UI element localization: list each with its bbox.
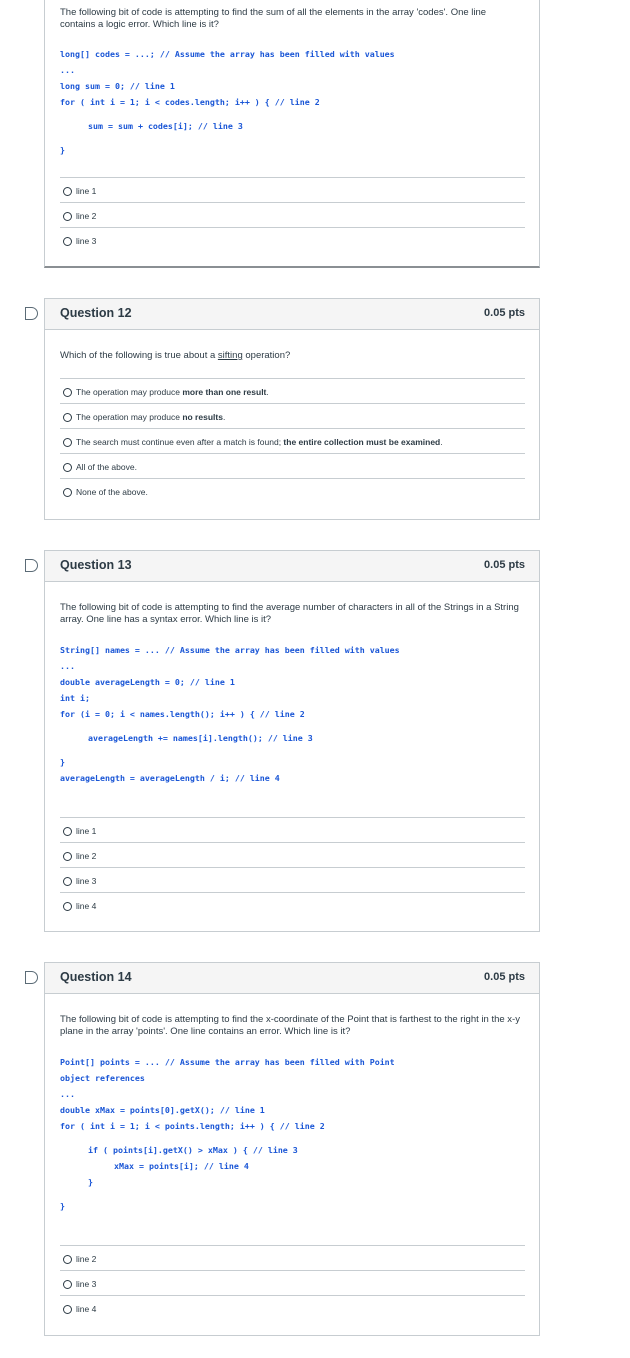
answer-option[interactable] xyxy=(60,478,525,503)
radio-button[interactable] xyxy=(63,187,72,196)
question-11-text: The following bit of code is attempting to find the sum of all the elements in the array 'codes'. One line contains a logic error. Which line is it? xyxy=(60,7,487,30)
code-line: ... xyxy=(60,1089,75,1099)
question-header xyxy=(45,551,539,582)
radio-button[interactable] xyxy=(63,388,72,397)
radio-button[interactable] xyxy=(63,852,72,861)
answer-option[interactable] xyxy=(60,817,525,842)
answer-label: The operation may produce more than one result. xyxy=(76,387,269,397)
answer-label: All of the above. xyxy=(76,462,137,472)
answer-label: line 3 xyxy=(76,236,97,246)
answer-label: line 2 xyxy=(76,1254,97,1264)
radio-button[interactable] xyxy=(63,488,72,497)
code-line: for ( int i = 1; i < points.length; i++ ) { // line 2 xyxy=(60,1121,325,1131)
code-line: for ( int i = 1; i < codes.length; i++ ) { // line 2 xyxy=(60,97,320,107)
code-line: ... xyxy=(60,661,75,671)
code-line: int i; xyxy=(60,693,90,703)
answer-label: The operation may produce no results. xyxy=(76,412,226,422)
answer-label: line 3 xyxy=(76,1279,97,1289)
question-header xyxy=(45,299,539,330)
flag-question-icon[interactable] xyxy=(25,307,38,320)
question-11-card xyxy=(44,0,540,268)
answer-option[interactable] xyxy=(60,1270,525,1295)
radio-button[interactable] xyxy=(63,1255,72,1264)
code-line: long sum = 0; // line 1 xyxy=(60,81,175,91)
question-points: 0.05 pts xyxy=(484,971,525,983)
answer-option[interactable] xyxy=(60,1295,525,1320)
answer-label: None of the above. xyxy=(76,487,148,497)
radio-button[interactable] xyxy=(63,237,72,246)
term-sifting: sifting xyxy=(217,350,243,361)
question-text-part: Which of the following is true about a xyxy=(60,350,218,361)
question-title: Question 13 xyxy=(60,558,132,572)
code-line: ... xyxy=(60,65,75,75)
code-line: String[] names = ... // Assume the array has been filled with values xyxy=(60,645,400,655)
code-line: double xMax = points[0].getX(); // line 1 xyxy=(60,1105,265,1115)
answer-option[interactable] xyxy=(60,867,525,892)
code-line: double averageLength = 0; // line 1 xyxy=(60,677,235,687)
code-line: } xyxy=(60,757,65,767)
radio-button[interactable] xyxy=(63,827,72,836)
radio-button[interactable] xyxy=(63,1280,72,1289)
code-line: } xyxy=(60,145,65,155)
answer-list xyxy=(60,817,525,917)
code-line: long[] codes = ...; // Assume the array has been filled with values xyxy=(60,49,395,59)
question-title: Question 12 xyxy=(60,306,132,320)
question-points: 0.05 pts xyxy=(484,559,525,571)
answer-label: line 2 xyxy=(76,211,97,221)
answer-option[interactable] xyxy=(60,453,525,478)
question-points: 0.05 pts xyxy=(484,307,525,319)
answer-option[interactable] xyxy=(60,227,525,252)
question-14-text: The following bit of code is attempting to find the x-coordinate of the Point that is farthest to the right in the x-y plane in the array 'points'. One line contains an error. Which line is it? xyxy=(60,1014,520,1037)
answer-label: line 1 xyxy=(76,826,97,836)
question-12-card xyxy=(44,298,540,520)
answer-list xyxy=(60,177,525,252)
answer-label: line 3 xyxy=(76,876,97,886)
code-line: sum = sum + codes[i]; // line 3 xyxy=(88,121,243,131)
answer-option[interactable] xyxy=(60,1245,525,1270)
answer-label: line 4 xyxy=(76,1304,97,1314)
code-line: Point[] points = ... // Assume the array has been filled with Point xyxy=(60,1057,395,1067)
code-line: } xyxy=(88,1177,93,1187)
answer-option[interactable] xyxy=(60,378,525,403)
radio-button[interactable] xyxy=(63,413,72,422)
question-14-card xyxy=(44,962,540,1336)
radio-button[interactable] xyxy=(63,463,72,472)
code-line: if ( points[i].getX() > xMax ) { // line 3 xyxy=(88,1145,298,1155)
answer-label: The search must continue even after a match is found; the entire collection must be examined. xyxy=(76,437,443,447)
question-text-part: operation? xyxy=(242,350,291,361)
answer-option[interactable] xyxy=(60,842,525,867)
flag-question-icon[interactable] xyxy=(25,971,38,984)
flag-question-icon[interactable] xyxy=(25,559,38,572)
answer-option[interactable] xyxy=(60,892,525,917)
code-line: xMax = points[i]; // line 4 xyxy=(114,1161,249,1171)
radio-button[interactable] xyxy=(63,902,72,911)
radio-button[interactable] xyxy=(63,877,72,886)
answer-list xyxy=(60,378,525,503)
radio-button[interactable] xyxy=(63,1305,72,1314)
code-line: object references xyxy=(60,1073,145,1083)
radio-button[interactable] xyxy=(63,212,72,221)
question-title: Question 14 xyxy=(60,970,132,984)
question-13-text: The following bit of code is attempting to find the average number of characters in all of the Strings in a String array. One line has a syntax error. Which line is it? xyxy=(60,602,519,625)
answer-option[interactable] xyxy=(60,403,525,428)
code-line: averageLength = averageLength / i; // line 4 xyxy=(60,773,280,783)
answer-label: line 4 xyxy=(76,901,97,911)
answer-label: line 2 xyxy=(76,851,97,861)
code-line: for (i = 0; i < names.length(); i++ ) { // line 2 xyxy=(60,709,305,719)
radio-button[interactable] xyxy=(63,438,72,447)
answer-option[interactable] xyxy=(60,202,525,227)
question-header xyxy=(45,963,539,994)
answer-label: line 1 xyxy=(76,186,97,196)
code-line: averageLength += names[i].length(); // line 3 xyxy=(88,733,313,743)
code-line: } xyxy=(60,1201,65,1211)
question-12-text xyxy=(60,350,523,362)
question-13-card xyxy=(44,550,540,932)
answer-list xyxy=(60,1245,525,1320)
answer-option[interactable] xyxy=(60,177,525,202)
answer-option[interactable] xyxy=(60,428,525,453)
